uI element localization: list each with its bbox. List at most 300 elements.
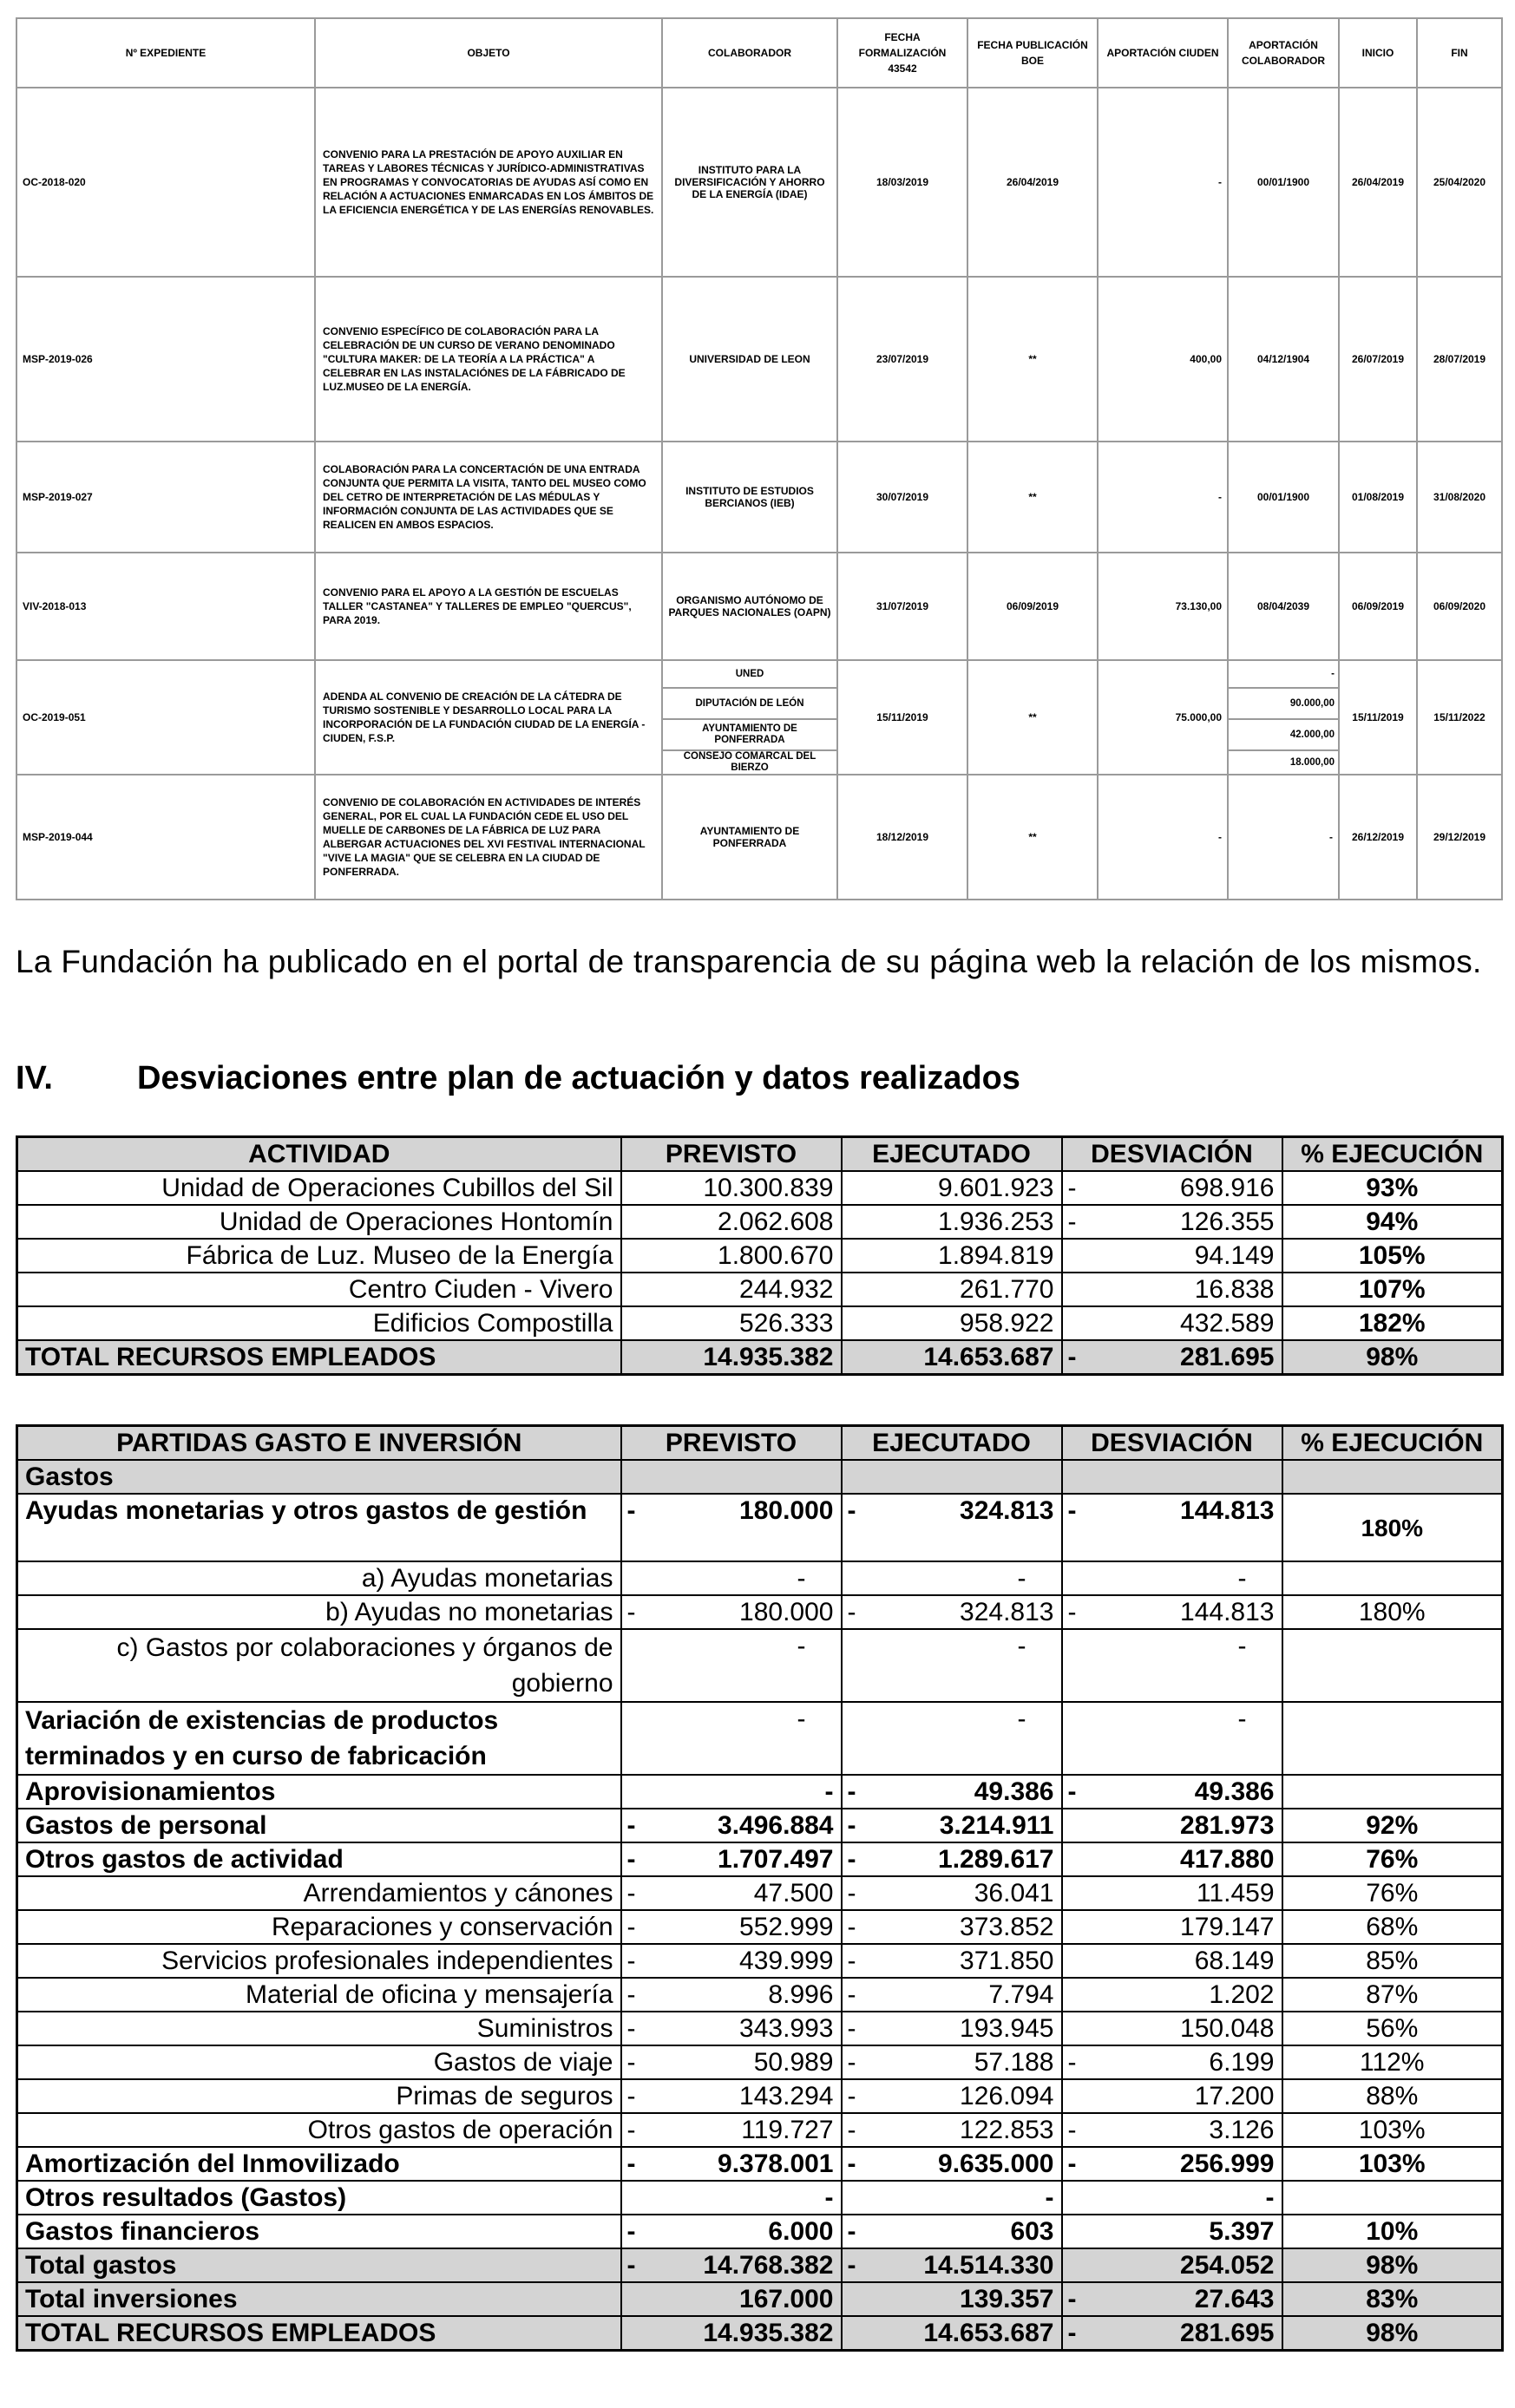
actividad-ejecucion: 105% [1282,1239,1503,1273]
partida-ejecucion: 85% [1282,1944,1503,1978]
total-row [17,2248,1503,2282]
cell-fin: 28/07/2019 [1417,277,1502,442]
total-previsto-value: 14.935.382 [703,2319,834,2347]
cell-aportacion-colaborador: 90.000,00 [1228,688,1339,719]
table-row [17,1239,1503,1273]
convenios-table [16,17,1503,900]
cell-objeto: ADENDA AL CONVENIO DE CREACIÓN DE LA CÁTEDRA DE TURISMO SOSTENIBLE Y DESARROLLO LOCAL PARA LA INCORPORACIÓN DE LA FUNDACIÓN CIUDAD DE LA ENERGÍA - CIUDEN, F.S.P. [315,660,662,775]
partida-previsto [621,1842,842,1876]
total-desviacion [1062,2316,1282,2351]
total-previsto-value: 167.000 [739,2285,834,2313]
partida-desviacion [1062,2113,1282,2147]
cell-inicio: 26/04/2019 [1339,88,1417,277]
partida-desviacion [1062,2181,1282,2215]
table-row [17,1876,1503,1910]
partida-ejecutado [842,2079,1062,2113]
empty-cell [621,1460,842,1494]
partida-desviacion-value: 17.200 [1194,2082,1275,2110]
cell-formalizacion: 15/11/2019 [837,660,967,775]
partida-ejecutado-value: 1.289.617 [938,1845,1054,1874]
negative-sign: - [847,1777,856,1806]
actividad-total-row [17,1340,1503,1375]
partida-previsto [621,1775,842,1809]
partida-desviacion [1062,1978,1282,2012]
actividad-desviacion [1062,1306,1282,1340]
partida-label: Otros resultados (Gastos) [17,2181,621,2215]
ayudas-desviacion-value: 144.813 [1180,1496,1275,1525]
partida-previsto-value: 343.993 [739,2014,834,2043]
table-row [16,553,1502,660]
total-ejecutado-value: 14.514.330 [923,2251,1054,2280]
partida-previsto-value: 552.999 [739,1913,834,1941]
partida-previsto-value: 439.999 [739,1947,834,1975]
total-previsto [621,2248,842,2282]
ayudas-b-ejecutado-value: 324.813 [960,1598,1054,1626]
partida-previsto [621,1978,842,2012]
header-expediente: Nº EXPEDIENTE [16,18,315,88]
partida-label: Servicios profesionales independientes [17,1944,621,1978]
negative-sign: - [626,2082,636,2110]
negative-sign: - [847,1496,856,1525]
ayudas-b-label: b) Ayudas no monetarias [17,1595,621,1629]
total-previsto: 14.935.382 [621,1340,842,1375]
table-row [17,2147,1503,2181]
partida-label: Gastos de viaje [17,2045,621,2079]
ayudas-ejecutado [842,1494,1062,1561]
empty-cell [1062,1460,1282,1494]
partida-ejecutado [842,1775,1062,1809]
partida-ejecutado [842,1876,1062,1910]
actividad-header-row [17,1137,1503,1172]
partida-ejecutado [842,1944,1062,1978]
variacion-ejecutado: - [842,1702,1062,1775]
table-row [16,88,1502,277]
negative-sign: - [626,2217,636,2246]
header-aportacion-colaborador: APORTACIÓN COLABORADOR [1228,18,1339,88]
cell-inicio: 01/08/2019 [1339,442,1417,553]
cell-expediente: MSP-2019-044 [16,775,315,900]
partida-previsto [621,2181,842,2215]
cell-aportacion-colaborador: 04/12/1904 [1228,277,1339,442]
negative-sign: - [1067,2116,1077,2144]
header-ejecutado: EJECUTADO [842,1137,1062,1172]
total-previsto [621,2282,842,2316]
actividad-ejecutado: 1.894.819 [842,1239,1062,1273]
partida-ejecutado-value: 9.635.000 [938,2150,1054,2178]
header-objeto: OBJETO [315,18,662,88]
total-label: Total gastos [17,2248,621,2282]
partida-label: Aprovisionamientos [17,1775,621,1809]
cell-boe: ** [967,660,1098,775]
negative-sign: - [626,2251,636,2280]
total-ejecucion: 98% [1282,2316,1503,2351]
negative-sign: - [847,1879,856,1907]
ayudas-label: Ayudas monetarias y otros gastos de gestión [17,1494,621,1561]
cell-aportacion-ciuden: 75.000,00 [1098,660,1228,775]
partida-label: Gastos de personal [17,1809,621,1842]
cell-colaborador: ORGANISMO AUTÓNOMO DE PARQUES NACIONALES (OAPN) [662,553,837,660]
total-ejecutado [842,2282,1062,2316]
cell-aportacion-ciuden: - [1098,442,1228,553]
negative-sign: - [1067,2048,1077,2077]
partida-ejecutado-value: 603 [1010,2217,1054,2246]
cell-aportacion-colaborador: 08/04/2039 [1228,553,1339,660]
negative-sign: - [847,2150,856,2178]
partida-ejecucion: 56% [1282,2012,1503,2045]
cell-formalizacion: 18/12/2019 [837,775,967,900]
negative-sign: - [847,2014,856,2043]
ayudas-b-previsto [621,1595,842,1629]
total-desviacion-value: 281.695 [1180,1343,1275,1371]
partida-ejecucion: 10% [1282,2215,1503,2248]
partida-previsto [621,2079,842,2113]
negative-sign: - [626,1879,636,1907]
cell-objeto: CONVENIO ESPECÍFICO DE COLABORACIÓN PARA LA CELEBRACIÓN DE UN CURSO DE VERANO DENOMINADO "CULTURA MAKER: DE LA TEORÍA A LA PRÁCTICA" A CELEBRAR EN LAS INSTALACIÓNES DE LA FÁBRICADO DE LUZ.MUSEO DE LA ENERGÍA. [315,277,662,442]
header-desviacion: DESVIACIÓN [1062,1426,1282,1461]
cell-fin: 31/08/2020 [1417,442,1502,553]
actividad-label: Unidad de Operaciones Cubillos del Sil [17,1171,621,1205]
partida-desviacion [1062,1809,1282,1842]
actividad-desviacion [1062,1273,1282,1306]
total-label: TOTAL RECURSOS EMPLEADOS [17,1340,621,1375]
actividad-desviacion [1062,1239,1282,1273]
actividad-previsto: 526.333 [621,1306,842,1340]
cell-boe: ** [967,442,1098,553]
partida-label: Otros gastos de operación [17,2113,621,2147]
partida-desviacion-value: 6.199 [1209,2048,1275,2077]
actividad-label: Unidad de Operaciones Hontomín [17,1205,621,1239]
partida-previsto [621,1809,842,1842]
total-ejecutado: 14.653.687 [842,1340,1062,1375]
total-label: TOTAL RECURSOS EMPLEADOS [17,2316,621,2351]
partida-ejecucion: 92% [1282,1809,1503,1842]
partida-label: Amortización del Inmovilizado [17,2147,621,2181]
total-row [17,2282,1503,2316]
actividad-table [16,1135,1504,1376]
table-row [17,2113,1503,2147]
negative-sign: - [847,1811,856,1840]
negative-sign: - [1067,1174,1077,1202]
partida-desviacion-value: - [1265,2183,1275,2212]
negative-sign: - [626,1913,636,1941]
header-actividad: ACTIVIDAD [17,1137,621,1172]
cell-aportacion-ciuden: - [1098,775,1228,900]
ayudas-a-label: a) Ayudas monetarias [17,1561,621,1595]
header-inicio: INICIO [1339,18,1417,88]
ayudas-b-desviacion-value: 144.813 [1180,1598,1275,1626]
header-boe: FECHA PUBLICACIÓN BOE [967,18,1098,88]
ayudas-b-desviacion [1062,1595,1282,1629]
total-ejecutado-value: 14.653.687 [923,2319,1054,2347]
total-previsto [621,2316,842,2351]
empty-cell [1282,1629,1503,1702]
actividad-label: Edificios Compostilla [17,1306,621,1340]
partida-previsto-value: 9.378.001 [718,2150,834,2178]
ayudas-c-row [17,1629,1503,1702]
actividad-ejecutado: 1.936.253 [842,1205,1062,1239]
partida-desviacion-value: 179.147 [1180,1913,1275,1941]
ayudas-c-previsto: - [621,1629,842,1702]
empty-cell [1282,1460,1503,1494]
partida-previsto-value: 1.707.497 [718,1845,834,1874]
actividad-ejecucion: 182% [1282,1306,1503,1340]
partida-ejecutado [842,2012,1062,2045]
partida-ejecucion: 103% [1282,2113,1503,2147]
table-row [17,1944,1503,1978]
cell-boe: ** [967,775,1098,900]
negative-sign: - [626,2150,636,2178]
partida-label: Suministros [17,2012,621,2045]
negative-sign: - [1067,1598,1077,1626]
cell-aportacion-colaborador: 42.000,00 [1228,719,1339,750]
partida-ejecutado [842,1842,1062,1876]
partida-desviacion [1062,2147,1282,2181]
partida-desviacion-value: 49.386 [1194,1777,1275,1806]
ayudas-previsto-value: 180.000 [739,1496,834,1525]
ayudas-a-row [17,1561,1503,1595]
partida-ejecucion: 88% [1282,2079,1503,2113]
negative-sign: - [626,2048,636,2077]
cell-inicio: 15/11/2019 [1339,660,1417,775]
table-row [17,1306,1503,1340]
table-row [16,277,1502,442]
table-row [17,1842,1503,1876]
negative-sign: - [1067,2285,1077,2313]
cell-formalizacion: 23/07/2019 [837,277,967,442]
cell-inicio: 26/07/2019 [1339,277,1417,442]
partida-previsto [621,2215,842,2248]
cell-objeto: COLABORACIÓN PARA LA CONCERTACIÓN DE UNA ENTRADA CONJUNTA QUE PERMITA LA VISITA, TANTO DEL MUSEO COMO DEL CETRO DE INTERPRETACIÓN DE LAS MÉDULAS Y INFORMACIÓN CONJUNTA DE LAS ACTIVIDADES QUE SE REALICEN EN AMBOS ESPACIOS. [315,442,662,553]
partida-ejecucion: 103% [1282,2147,1503,2181]
table-row [16,775,1502,900]
header-ejecucion: % EJECUCIÓN [1282,1426,1503,1461]
ayudas-c-label: c) Gastos por colaboraciones y órganos de gobierno [17,1629,621,1702]
cell-formalizacion: 18/03/2019 [837,88,967,277]
table-row [17,1910,1503,1944]
actividad-desviacion-value: 698.916 [1180,1174,1275,1202]
total-ejecucion: 98% [1282,2248,1503,2282]
partida-desviacion [1062,2079,1282,2113]
partida-label: Arrendamientos y cánones [17,1876,621,1910]
partida-desviacion-value: 68.149 [1194,1947,1275,1975]
negative-sign: - [847,2251,856,2280]
cell-colaborador: UNED [662,660,837,688]
partida-label: Otros gastos de actividad [17,1842,621,1876]
ayudas-b-ejecutado [842,1595,1062,1629]
actividad-desviacion-value: 16.838 [1194,1275,1275,1304]
negative-sign: - [847,1845,856,1874]
negative-sign: - [626,1845,636,1874]
cell-expediente: VIV-2018-013 [16,553,315,660]
header-ejecucion: % EJECUCIÓN [1282,1137,1503,1172]
negative-sign: - [626,1496,636,1525]
negative-sign: - [847,1913,856,1941]
partida-previsto [621,2113,842,2147]
total-desviacion-value: 254.052 [1180,2251,1275,2280]
gastos-label: Gastos [17,1460,621,1494]
partida-ejecutado [842,1809,1062,1842]
actividad-ejecutado: 958.922 [842,1306,1062,1340]
partida-ejecucion [1282,1775,1503,1809]
actividad-ejecucion: 94% [1282,1205,1503,1239]
partida-label: Gastos financieros [17,2215,621,2248]
partida-ejecucion: 76% [1282,1842,1503,1876]
partida-ejecucion [1282,2181,1503,2215]
negative-sign: - [847,2048,856,2077]
partida-previsto [621,2147,842,2181]
partida-previsto-value: 119.727 [741,2116,834,2144]
partida-desviacion [1062,2012,1282,2045]
total-desviacion [1062,2282,1282,2316]
partida-ejecutado-value: 7.794 [988,1980,1054,2009]
negative-sign: - [626,1598,636,1626]
partida-previsto [621,1944,842,1978]
partida-previsto-value: 143.294 [739,2082,834,2110]
negative-sign: - [847,2217,856,2246]
actividad-desviacion [1062,1171,1282,1205]
partidas-header-row [17,1426,1503,1461]
header-previsto: PREVISTO [621,1137,842,1172]
header-partidas: PARTIDAS GASTO E INVERSIÓN [17,1426,621,1461]
cell-colaborador: DIPUTACIÓN DE LEÓN [662,688,837,719]
negative-sign: - [626,1980,636,2009]
actividad-desviacion-value: 94.149 [1194,1241,1275,1270]
cell-expediente: MSP-2019-027 [16,442,315,553]
ayudas-a-previsto: - [621,1561,842,1595]
partida-ejecutado-value: - [1045,2183,1054,2212]
partida-ejecutado-value: 36.041 [974,1879,1054,1907]
negative-sign: - [626,1947,636,1975]
partida-ejecucion: 68% [1282,1910,1503,1944]
total-ejecucion: 98% [1282,1340,1503,1375]
table-row [17,2181,1503,2215]
total-ejecucion: 83% [1282,2282,1503,2316]
partida-ejecutado [842,2215,1062,2248]
partida-ejecucion: 76% [1282,1876,1503,1910]
ayudas-c-ejecutado: - [842,1629,1062,1702]
total-label: Total inversiones [17,2282,621,2316]
cell-colaborador: AYUNTAMIENTO DE PONFERRADA [662,775,837,900]
empty-cell [842,1460,1062,1494]
ayudas-previsto [621,1494,842,1561]
partida-ejecutado-value: 193.945 [960,2014,1054,2043]
partida-ejecutado [842,2147,1062,2181]
partida-ejecutado [842,2045,1062,2079]
empty-cell [1282,1702,1503,1775]
partida-ejecutado-value: 371.850 [960,1947,1054,1975]
partida-ejecutado-value: 57.188 [974,2048,1054,2077]
header-previsto: PREVISTO [621,1426,842,1461]
cell-objeto: CONVENIO PARA EL APOYO A LA GESTIÓN DE ESCUELAS TALLER "CASTANEA" Y TALLERES DE EMPLEO "QUERCUS", PARA 2019. [315,553,662,660]
partida-previsto-value: 3.496.884 [718,1811,834,1840]
cell-fin: 25/04/2020 [1417,88,1502,277]
cell-colaborador: CONSEJO COMARCAL DEL BIERZO [662,750,837,775]
negative-sign: - [1067,1777,1077,1806]
total-ejecutado-value: 139.357 [960,2285,1054,2313]
variacion-row [17,1702,1503,1775]
partida-previsto-value: 8.996 [768,1980,834,2009]
header-colaborador: COLABORADOR [662,18,837,88]
partida-desviacion-value: 256.999 [1180,2150,1275,2178]
cell-expediente: MSP-2019-026 [16,277,315,442]
partidas-table [16,1424,1504,2352]
table-row [16,442,1502,553]
actividad-previsto: 10.300.839 [621,1171,842,1205]
actividad-label: Fábrica de Luz. Museo de la Energía [17,1239,621,1273]
total-desviacion-value: 27.643 [1194,2285,1275,2313]
cell-fin: 06/09/2020 [1417,553,1502,660]
partida-desviacion-value: 5.397 [1209,2217,1275,2246]
cell-colaborador: INSTITUTO DE ESTUDIOS BERCIANOS (IEB) [662,442,837,553]
partida-desviacion [1062,2215,1282,2248]
negative-sign: - [1067,1496,1077,1525]
cell-colaborador: UNIVERSIDAD DE LEON [662,277,837,442]
partida-label: Primas de seguros [17,2079,621,2113]
header-ejecutado: EJECUTADO [842,1426,1062,1461]
section-heading [16,1060,1020,1097]
partida-ejecutado [842,2113,1062,2147]
partida-previsto-value: - [824,2183,834,2212]
total-ejecutado [842,2248,1062,2282]
cell-colaborador: INSTITUTO PARA LA DIVERSIFICACIÓN Y AHORRO DE LA ENERGÍA (IDAE) [662,88,837,277]
partida-desviacion [1062,1910,1282,1944]
partida-label: Material de oficina y mensajería [17,1978,621,2012]
gastos-section-row [17,1460,1503,1494]
partida-previsto [621,2012,842,2045]
partida-desviacion-value: 281.973 [1180,1811,1275,1840]
ayudas-a-desviacion: - [1062,1561,1282,1595]
cell-aportacion-colaborador: - [1228,775,1339,900]
negative-sign: - [847,2082,856,2110]
variacion-previsto: - [621,1702,842,1775]
partida-ejecutado [842,2181,1062,2215]
partida-desviacion [1062,1944,1282,1978]
negative-sign: - [1067,2319,1077,2347]
total-previsto-value: 14.768.382 [703,2251,834,2280]
cell-expediente: OC-2019-051 [16,660,315,775]
partida-previsto-value: 47.500 [753,1879,834,1907]
ayudas-b-row [17,1595,1503,1629]
partida-desviacion-value: 3.126 [1209,2116,1275,2144]
actividad-previsto: 1.800.670 [621,1239,842,1273]
partida-ejecutado-value: 3.214.911 [939,1811,1054,1840]
partida-desviacion [1062,1842,1282,1876]
total-desviacion [1062,1340,1282,1375]
section-number: IV. [16,1060,53,1096]
total-desviacion [1062,2248,1282,2282]
ayudas-a-ejecutado: - [842,1561,1062,1595]
table-row [17,2045,1503,2079]
total-desviacion-value: 281.695 [1180,2319,1275,2347]
convenios-header-row [16,18,1502,88]
actividad-ejecucion: 107% [1282,1273,1503,1306]
negative-sign: - [847,1598,856,1626]
cell-aportacion-colaborador: 00/01/1900 [1228,88,1339,277]
negative-sign: - [626,2116,636,2144]
partida-ejecutado [842,1910,1062,1944]
actividad-desviacion-value: 126.355 [1180,1207,1275,1236]
partida-desviacion-value: 417.880 [1180,1845,1275,1874]
total-ejecutado [842,2316,1062,2351]
negative-sign: - [847,1980,856,2009]
ayudas-desviacion [1062,1494,1282,1561]
actividad-ejecutado: 261.770 [842,1273,1062,1306]
negative-sign: - [847,2116,856,2144]
actividad-label: Centro Ciuden - Vivero [17,1273,621,1306]
cell-inicio: 26/12/2019 [1339,775,1417,900]
cell-formalizacion: 30/07/2019 [837,442,967,553]
partida-previsto-value: 6.000 [768,2217,834,2246]
